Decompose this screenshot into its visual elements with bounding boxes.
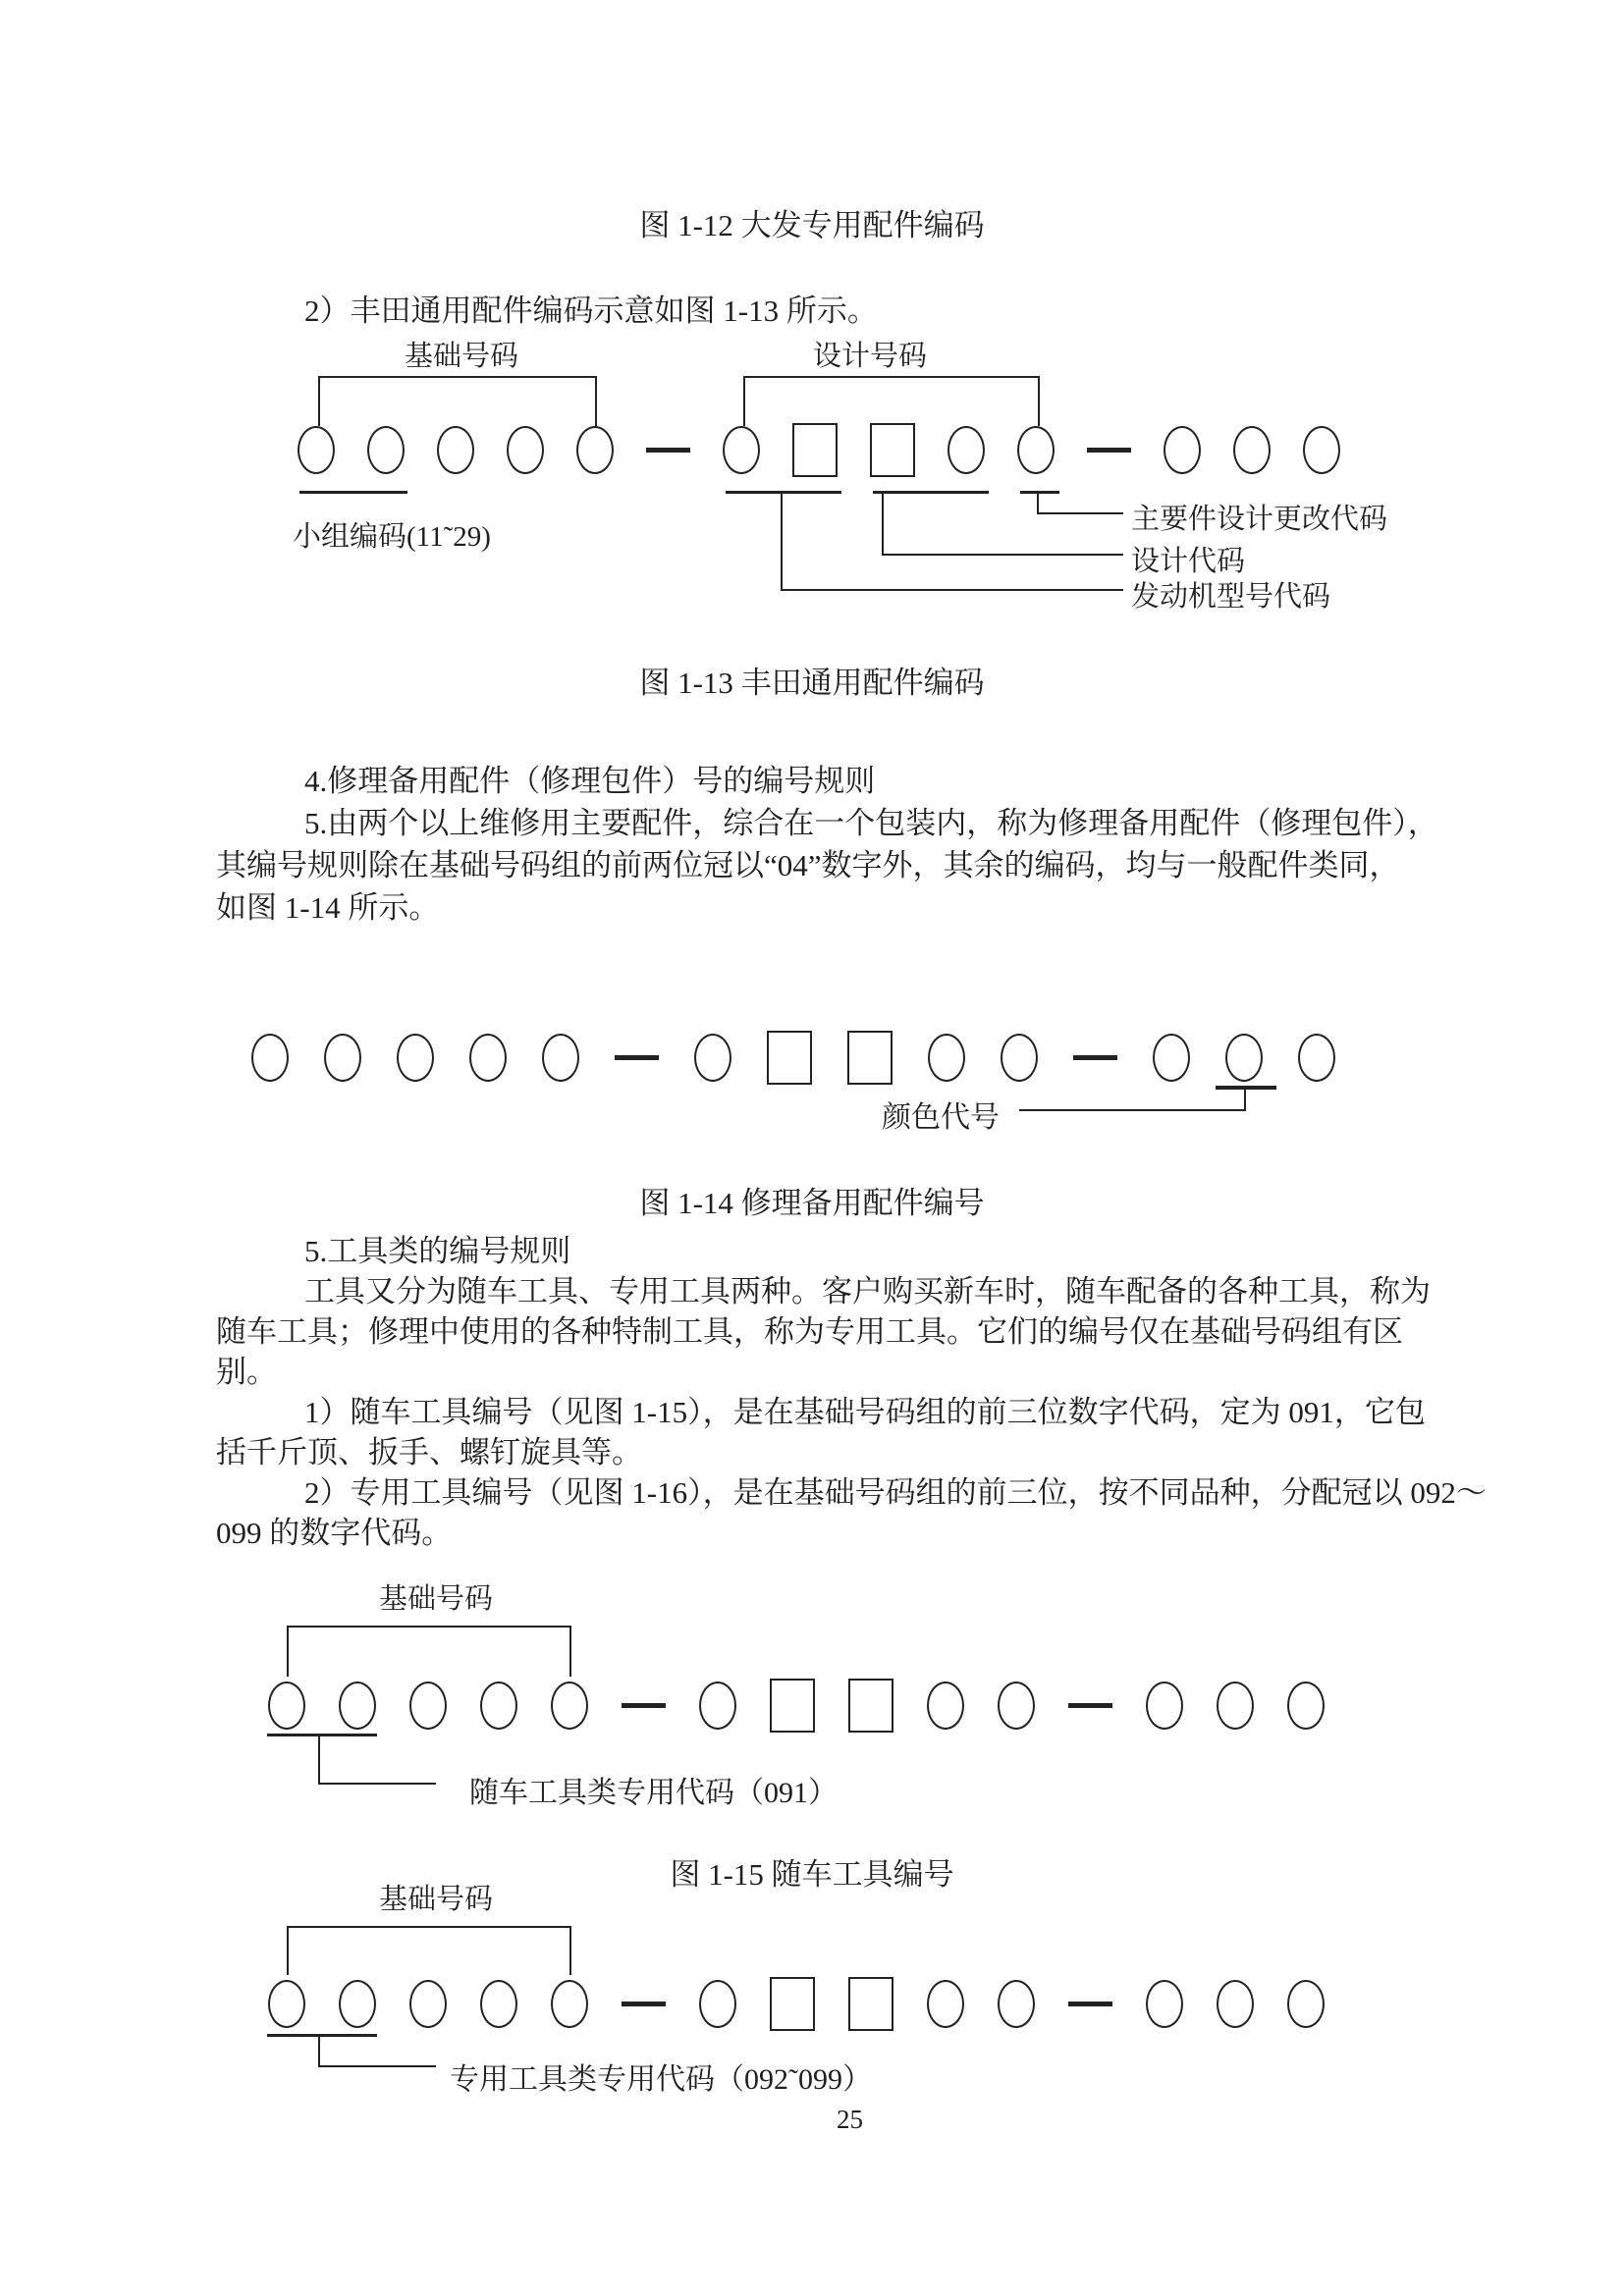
connector-line xyxy=(318,1783,436,1785)
separator-dash xyxy=(622,1703,666,1708)
code-square xyxy=(770,1679,815,1733)
base-number-label: 基础号码 xyxy=(379,1884,494,1915)
text-line: 如图 1-14 所示。 xyxy=(216,890,440,925)
engine-underline xyxy=(726,491,841,494)
text-line: 5.工具类的编号规则 xyxy=(304,1234,571,1268)
code-circle xyxy=(1303,426,1340,474)
code-circle xyxy=(928,1034,965,1082)
connector-line xyxy=(882,493,884,556)
major-change-code-label: 主要件设计更改代码 xyxy=(1131,504,1388,535)
figure-caption-1-13: 图 1-13 丰田通用配件编码 xyxy=(639,666,985,700)
body-text-block-2 xyxy=(216,1231,1487,1553)
bracket-line xyxy=(287,1626,289,1677)
code-circle xyxy=(542,1034,579,1082)
code-circle xyxy=(998,1980,1035,2028)
separator-dash xyxy=(622,2002,666,2006)
code-circle xyxy=(551,1980,588,2028)
code-circle xyxy=(409,1682,447,1730)
page-number: 25 xyxy=(837,2105,863,2134)
bracket-line xyxy=(1038,376,1040,426)
code-circle xyxy=(998,1682,1035,1730)
code-circle xyxy=(1298,1034,1335,1082)
code-circle xyxy=(699,1980,736,2028)
connector-line xyxy=(882,554,1123,556)
code-circle xyxy=(469,1034,507,1082)
bracket-line xyxy=(287,1926,289,1975)
bracket-line xyxy=(318,376,320,426)
code-circle xyxy=(927,1980,964,2028)
code-circle xyxy=(298,426,335,474)
color-code-tbar xyxy=(1216,1086,1276,1090)
bracket-line xyxy=(743,376,1040,378)
code-square xyxy=(767,1031,812,1085)
code-circle xyxy=(1146,1980,1183,2028)
code-circle xyxy=(1233,426,1271,474)
code-square xyxy=(848,1679,893,1733)
code-circle xyxy=(1017,426,1055,474)
connector-line xyxy=(781,493,783,590)
code-circle xyxy=(324,1034,361,1082)
figure-caption-1-15: 图 1-15 随车工具编号 xyxy=(670,1857,954,1892)
text-line: 括千斤顶、扳手、螺钉旋具等。 xyxy=(216,1435,642,1469)
code-circle xyxy=(1287,1682,1325,1730)
code-circle xyxy=(339,1682,376,1730)
text-line: 099 的数字代码。 xyxy=(216,1516,453,1550)
separator-dash xyxy=(646,448,690,453)
code-square xyxy=(792,423,838,477)
text-line: 随车工具；修理中使用的各种特制工具，称为专用工具。它们的编号仅在基础号码组有区 xyxy=(216,1314,1403,1349)
text-line: 其编号规则除在基础号码组的前两位冠以“04”数字外，其余的编码，均与一般配件类同， xyxy=(216,848,1400,882)
code-circle xyxy=(251,1034,289,1082)
body-text-block-1 xyxy=(216,760,1438,929)
code-circle xyxy=(268,1682,305,1730)
separator-dash xyxy=(615,1055,659,1060)
color-code-label: 颜色代号 xyxy=(882,1101,1000,1134)
code-circle xyxy=(268,1980,305,2028)
code-circle xyxy=(1217,1682,1254,1730)
text-line: 4.修理备用配件（修理包件）号的编号规则 xyxy=(304,764,876,798)
code-circle xyxy=(437,426,474,474)
bracket-line xyxy=(595,376,597,426)
code-circle xyxy=(1153,1034,1190,1082)
figure-caption-1-12: 图 1-12 大发专用配件编码 xyxy=(639,208,985,242)
code-circle xyxy=(1164,426,1201,474)
code-circle xyxy=(723,426,760,474)
code-square xyxy=(848,1977,893,2031)
code-circle xyxy=(480,1682,517,1730)
connector-line xyxy=(1037,512,1123,514)
connector-line xyxy=(318,1736,320,1785)
base-number-label: 基础号码 xyxy=(405,341,519,372)
group-underline xyxy=(299,491,407,494)
bracket-line xyxy=(569,1926,571,1975)
code-circle xyxy=(1146,1682,1183,1730)
separator-dash xyxy=(1073,1055,1117,1060)
special-tool-code-label: 专用工具类专用代码（092˜099） xyxy=(450,2063,872,2096)
code-circle xyxy=(397,1034,434,1082)
bracket-line xyxy=(318,376,597,378)
connector-line xyxy=(318,2065,436,2067)
code-circle xyxy=(551,1682,588,1730)
code-circle xyxy=(947,426,985,474)
separator-dash xyxy=(1068,1703,1112,1708)
text-line: 1）随车工具编号（见图 1-15），是在基础号码组的前三位数字代码，定为 091，它包 xyxy=(304,1395,1426,1429)
code-shape-row xyxy=(251,1029,1335,1086)
code-circle xyxy=(694,1034,731,1082)
code-square xyxy=(870,423,915,477)
bracket-line xyxy=(743,376,745,426)
bracket-line xyxy=(287,1926,571,1928)
code-shape-row xyxy=(268,1677,1325,1734)
base-number-label: 基础号码 xyxy=(379,1583,494,1615)
code-circle xyxy=(1217,1980,1254,2028)
code-shape-row xyxy=(298,421,1340,478)
major-underline xyxy=(1020,491,1059,494)
connector-line xyxy=(1019,1109,1246,1111)
onboard-tool-code-label: 随车工具类专用代码（091） xyxy=(469,1777,838,1809)
connector-line xyxy=(318,2036,320,2067)
code-circle xyxy=(339,1980,376,2028)
connector-line xyxy=(1244,1086,1246,1111)
connector-line xyxy=(1037,493,1039,514)
tool-code-underline xyxy=(267,2034,377,2037)
code-circle xyxy=(507,426,544,474)
engine-model-code-label: 发动机型号代码 xyxy=(1131,581,1331,613)
text-line: 别。 xyxy=(216,1355,277,1389)
code-circle xyxy=(1225,1034,1263,1082)
code-circle xyxy=(409,1980,447,2028)
design-code-label: 设计代码 xyxy=(1131,546,1246,577)
code-circle xyxy=(1287,1980,1325,2028)
design-underline xyxy=(873,491,989,494)
code-circle xyxy=(576,426,614,474)
code-shape-row xyxy=(268,1975,1325,2032)
intro-paragraph: 2）丰田通用配件编码示意如图 1-13 所示。 xyxy=(304,294,878,328)
bracket-line xyxy=(287,1626,571,1628)
connector-line xyxy=(781,589,1123,591)
code-circle xyxy=(480,1980,517,2028)
code-circle xyxy=(927,1682,964,1730)
figure-caption-1-14: 图 1-14 修理备用配件编号 xyxy=(639,1186,985,1220)
code-circle xyxy=(367,426,405,474)
code-circle xyxy=(1001,1034,1038,1082)
text-line: 5.由两个以上维修用主要配件，综合在一个包装内，称为修理备用配件（修理包件）， xyxy=(304,806,1438,840)
bracket-line xyxy=(569,1626,571,1677)
text-line: 工具又分为随车工具、专用工具两种。客户购买新车时，随车配备的各种工具，称为 xyxy=(304,1274,1431,1308)
code-square xyxy=(770,1977,815,2031)
tool-code-underline xyxy=(267,1734,377,1736)
design-number-label: 设计号码 xyxy=(813,341,928,372)
group-code-label: 小组编码(11˜29) xyxy=(293,521,491,553)
code-square xyxy=(847,1031,893,1085)
text-line: 2）专用工具编号（见图 1-16），是在基础号码组的前三位，按不同品种，分配冠以 092～ xyxy=(304,1475,1487,1510)
separator-dash xyxy=(1068,2002,1112,2006)
separator-dash xyxy=(1087,448,1131,453)
code-circle xyxy=(699,1682,736,1730)
